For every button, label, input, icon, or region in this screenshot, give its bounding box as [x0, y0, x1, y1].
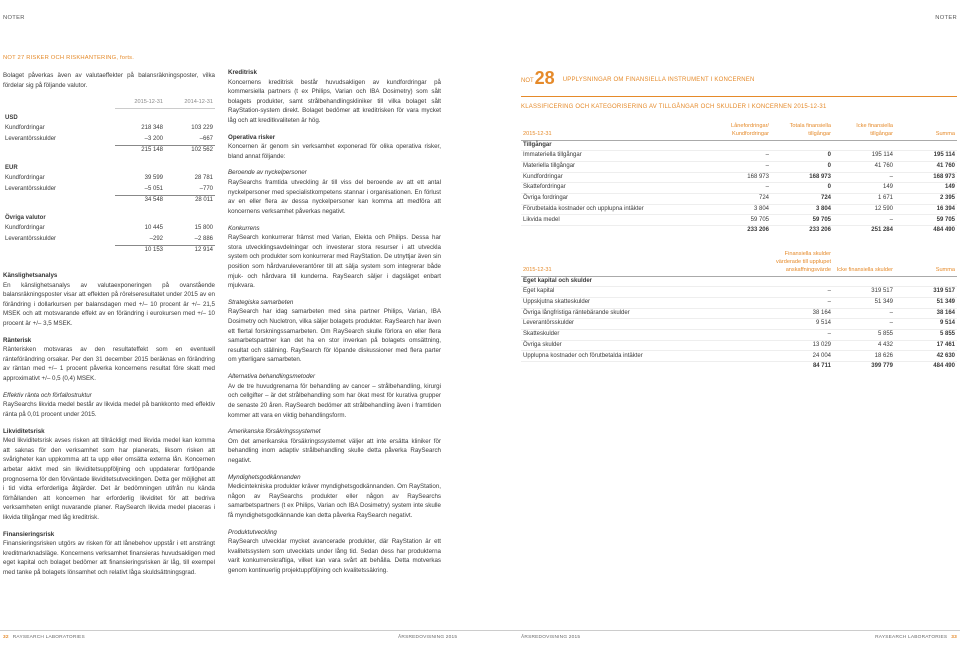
liabilities-total-c1: 84 711 — [771, 362, 833, 373]
liabilities-row-label: Övriga skulder — [521, 340, 709, 351]
fx-table-row — [3, 223, 215, 234]
liabilities-table-row — [521, 297, 957, 308]
fx-table-row — [3, 123, 215, 134]
assets-table-row — [521, 204, 957, 215]
liabilities-col-header: Finansiella skulder värderade till upplupet anskaffningsvärde — [771, 250, 833, 276]
section-heading: Känslighetsanalys — [3, 271, 58, 279]
assets-col-header: Totala finansiella tillgångar — [771, 122, 833, 140]
section-text: RaySearch konkurrerar främst med Varian, Elekta och Philips. Dessa har stora utvecklingsavdelningar och investerar stora resurser i att utveckla system och produkter som konkurrerar med RayStation. De utnyttjar även sin position som hårdvaruleverantörer till att sälja system som integrerar både mjuk- och hårdvara till kunderna. RaySearch säljer i dagsläget enbart mjukvara. — [228, 234, 441, 290]
fx-currency-label: USD — [5, 114, 18, 121]
assets-cell-c3: – — [833, 215, 895, 226]
liabilities-cell-c1: 24 004 — [771, 351, 833, 362]
assets-cell-c4: 168 973 — [895, 172, 957, 183]
assets-col-header: Summa — [895, 122, 957, 140]
assets-total-c2: 233 206 — [771, 226, 833, 237]
assets-table-row — [521, 215, 957, 226]
section-text: Om det amerikanska försäkringssystemet väljer att inte ersätta kliniker för behandling inom adaptiv strålbehandling skulle detta påverka RaySearch negativt. — [228, 437, 441, 464]
liabilities-cell-c3: 319 517 — [895, 287, 957, 298]
assets-cell-c1: 3 804 — [709, 204, 771, 215]
liabilities-cell-c2: 18 626 — [833, 351, 895, 362]
fx-year-0: 2015-12-31 — [115, 97, 165, 108]
fx-row-value-2014: 15 800 — [194, 225, 213, 232]
section-heading: Myndighetsgodkännanden — [228, 473, 301, 481]
assets-cell-c3: 1 671 — [833, 193, 895, 204]
liabilities-section-row — [521, 276, 957, 287]
liabilities-spacer-cell — [709, 297, 771, 308]
liabilities-cell-c3: 9 514 — [895, 319, 957, 330]
liabilities-table-row — [521, 329, 957, 340]
section-text: Medicintekniska produkter kräver myndighetsgodkännanden. Om RayStation, någon av RaySearchs produkter eller någon av RaySearchs samarbetspartners (t ex Philips, Varian och IBA Dosimetry) system inte skulle få myndighetsgodkännande kan detta påverka RaySearch negativt. — [228, 483, 441, 519]
liabilities-total-row — [521, 362, 957, 373]
liabilities-row-label: Leverantörsskulder — [521, 319, 709, 330]
fx-table-row — [3, 234, 215, 245]
fx-sum-blank — [3, 195, 115, 209]
fx-row-value-2014: 103 229 — [191, 124, 213, 131]
assets-date: 2015-12-31 — [521, 122, 709, 140]
fx-sum-2015: 215 148 — [115, 145, 165, 159]
assets-cell-c3: 41 760 — [833, 161, 895, 172]
assets-cell-c1: – — [709, 161, 771, 172]
assets-row-label: Materiella tillgångar — [521, 161, 709, 172]
assets-cell-c3: 12 590 — [833, 204, 895, 215]
assets-table-row — [521, 172, 957, 183]
assets-cell-c2: 724 — [771, 193, 833, 204]
liabilities-date: 2015-12-31 — [521, 250, 709, 276]
liabilities-cell-c1: 9 514 — [771, 319, 833, 330]
fx-row-value-2015: 10 445 — [144, 225, 163, 232]
fx-sum-2014: 12 914 — [165, 245, 215, 259]
assets-cell-c4: 41 760 — [895, 161, 957, 172]
fx-table-row — [3, 184, 215, 195]
liabilities-spacer-cell — [709, 340, 771, 351]
liabilities-row-label: Eget kapital — [521, 287, 709, 298]
liabilities-cell-c3: 42 630 — [895, 351, 957, 362]
liabilities-cell-c2: 5 855 — [833, 329, 895, 340]
liabilities-spacer-cell — [709, 308, 771, 319]
assets-row-label: Övriga fordringar — [521, 193, 709, 204]
fx-sum-2015: 34 548 — [115, 195, 165, 209]
section-heading: Finansieringsrisk — [3, 530, 55, 538]
section-text: Koncernens kreditrisk består huvudsakligen av kundfordringar på kommersiella partners (t ex Philips, Varian och IBA Dosimetry) som sålt bolagets produkter, samt strålbehandlingskliniker till vilka bolaget sålt RayStation-system direkt. Bolaget bedömer att kreditrisken för vara mycket låg och att kreditkvaliteten är hög. — [228, 78, 441, 125]
footer-right — [875, 634, 957, 641]
liabilities-spacer-cell — [709, 287, 771, 298]
fx-sum-2014: 28 011 — [165, 195, 215, 209]
liabilities-cell-c2: – — [833, 308, 895, 319]
fx-row-label: Kundfordringar — [5, 174, 45, 181]
assets-cell-c2: 0 — [771, 151, 833, 162]
fx-row-value-2015: –292 — [149, 235, 163, 242]
liabilities-cell-c1: – — [771, 287, 833, 298]
fx-row-label: Kundfordringar — [5, 225, 45, 232]
liabilities-cell-c1: 13 029 — [771, 340, 833, 351]
section-text: RaySearch har idag samarbeten med sina partner Philips, Varian, IBA Dosimetry och Nucletron, vilka säljer bolagets produkter. RaySearch har även ett flertal forskningssamarbeten. Om RaySearch skulle förlora en eller flera samarbetspartner kan det ha en stor inverkan på bolagets omsättning, resultat och ställning. RaySearch för löpande diskussioner med flera parter om ytterligare samarbeten. — [228, 308, 441, 364]
assets-cell-c1: 168 973 — [709, 172, 771, 183]
page-number-left: 32 — [3, 635, 9, 640]
note-label: NOT — [521, 77, 534, 84]
fx-row-value-2014: –2 886 — [194, 235, 213, 242]
fx-row-value-2015: –5 051 — [144, 185, 163, 192]
assets-total-c3: 251 284 — [833, 226, 895, 237]
liabilities-cell-c3: 51 349 — [895, 297, 957, 308]
fx-year-header-row — [3, 97, 215, 108]
fx-row-label: Leverantörsskulder — [5, 135, 57, 142]
assets-table-row — [521, 183, 957, 194]
section-text: RaySearchs likvida medel består av likvida medel på bankkonto med effektiv ränta på 0,01 procent under 2015. — [3, 401, 215, 418]
footer-left-text: RAYSEARCH LABORATORIES — [12, 635, 85, 640]
fx-currency-row — [3, 108, 215, 123]
fx-sum-row — [3, 245, 215, 259]
fx-intro: Bolaget påverkas även av valutaeffekter på balansräkningsposter, vilka fördelar sig på följande valutor. — [3, 71, 215, 89]
liabilities-row-label: Uppskjutna skatteskulder — [521, 297, 709, 308]
footer-left — [3, 634, 85, 641]
assets-cell-c4: 149 — [895, 183, 957, 194]
liabilities-row-label: Upplupna kostnader och förutbetalda intäkter — [521, 351, 709, 362]
fx-currency-label: Övriga valutor — [5, 214, 46, 221]
section-heading: Amerikanska försäkringssystemet — [228, 428, 321, 436]
assets-cell-c4: 2 395 — [895, 193, 957, 204]
footer-left2: ÅRSREDOVISNING 2015 — [398, 635, 458, 640]
assets-total-blank — [521, 226, 709, 237]
section-heading: Beroende av nyckelpersoner — [228, 169, 307, 177]
fx-table-row — [3, 173, 215, 184]
assets-cell-c2: 59 705 — [771, 215, 833, 226]
liabilities-total-spacer — [709, 362, 771, 373]
fx-row-value-2015: 39 599 — [144, 174, 163, 181]
liabilities-spacer — [709, 250, 771, 276]
liabilities-table-row — [521, 340, 957, 351]
fx-sum-row — [3, 145, 215, 159]
assets-row-label: Skattefordringar — [521, 183, 709, 194]
note-number: 28 — [534, 68, 555, 88]
assets-cell-c2: 3 804 — [771, 204, 833, 215]
liabilities-table-row — [521, 287, 957, 298]
section-heading: Kreditrisk — [228, 69, 257, 76]
classification-title: KLASSIFICERING OCH KATEGORISERING AV TILLGÅNGAR OCH SKULDER I KONCERNEN 2015-12-31 — [521, 104, 827, 110]
fx-table-row — [3, 134, 215, 145]
liabilities-cell-c2: 319 517 — [833, 287, 895, 298]
liabilities-spacer-cell — [709, 329, 771, 340]
liabilities-col-header: Icke finansiella skulder — [833, 250, 895, 276]
liabilities-table-row — [521, 308, 957, 319]
liabilities-cell-c3: 38 164 — [895, 308, 957, 319]
assets-total-c1: 233 206 — [709, 226, 771, 237]
section-heading: Likviditetsrisk — [3, 427, 45, 435]
liabilities-cell-c2: 51 349 — [833, 297, 895, 308]
assets-cell-c3: 149 — [833, 183, 895, 194]
liabilities-total-c2: 399 779 — [833, 362, 895, 373]
assets-section-label: Tillgångar — [521, 140, 957, 151]
section-heading: Effektiv ränta och förfallostruktur — [3, 391, 92, 399]
note-27-title: NOT 27 RISKER OCH RISKHANTERING, forts. — [3, 55, 135, 61]
assets-cell-c1: – — [709, 183, 771, 194]
fx-table — [3, 97, 215, 259]
assets-cell-c3: – — [833, 172, 895, 183]
liabilities-table-row — [521, 351, 957, 362]
assets-cell-c1: – — [709, 151, 771, 162]
assets-row-label: Likvida medel — [521, 215, 709, 226]
fx-header-blank — [3, 97, 115, 108]
assets-cell-c2: 0 — [771, 183, 833, 194]
col1-sections — [3, 271, 215, 578]
assets-cell-c3: 195 114 — [833, 151, 895, 162]
page-number-right: 33 — [951, 635, 957, 640]
fx-currency-row — [3, 159, 215, 173]
note-28-header — [521, 70, 957, 86]
column-left — [3, 54, 215, 585]
section-text: RaySearchs framtida utveckling är till viss del beroende av att ett antal nyckelpersoner med specialistkompetens stannar i organisationen. En förlust av en eller flera av dessa nyckelpersoner kan komma att medföra att koncernens verksamhet påverkas negativt. — [228, 179, 441, 215]
fx-currency-row — [3, 209, 215, 223]
liabilities-col-header: Summa — [895, 250, 957, 276]
liabilities-row-label: Övriga långfristiga räntebärande skulder — [521, 308, 709, 319]
liabilities-cell-c1: – — [771, 297, 833, 308]
assets-header-row — [521, 122, 957, 140]
fx-row-value-2015: –3 200 — [144, 135, 163, 142]
liabilities-section-label: Eget kapital och skulder — [521, 276, 957, 287]
fx-sum-row — [3, 195, 215, 209]
liabilities-spacer-cell — [709, 351, 771, 362]
assets-col-header: Icke finansiella tillgångar — [833, 122, 895, 140]
section-text: Med likviditetsrisk avses risken att tillräckligt med likvida medel kan komma att saknas för den verksamhet som har planerats, liksom risken att svårigheter kan uppkomma att ta upp eller omsätta externa lån. Koncernen arbetar aktivt med sin likviditetsuppföljning och uppdaterar fortlöpande prognoserna för den förväntade likviditetsutvecklingen. Detta ger möjlighet att i tid vidta erforderliga åtgärder. Det är bedömningen utifrån nu kända förhållanden att koncernen har erforderlig likviditet för att bedriva verksamheten enligt nuvarande planer. RaySearch likvida medel placeras i likvida tillgångar med låg kreditrisk. — [3, 437, 215, 521]
note-title: UPPLYSNINGAR OM FINANSIELLA INSTRUMENT I KONCERNEN — [562, 76, 755, 83]
assets-row-label: Förutbetalda kostnader och upplupna intäkter — [521, 204, 709, 215]
fx-row-value-2015: 218 348 — [141, 124, 163, 131]
section-text: Av de tre huvudgrenarna för behandling av cancer – strålbehandling, kirurgi och cellgifter – är det strålbehandling som har ökat mest för kurativa grupper de senaste 20 åren. RaySearch bedömer att strålbehandling även i framtiden kommer att vara en viktig behandlingsform. — [228, 382, 441, 419]
fx-sum-2014: 102 562 — [165, 145, 215, 159]
liabilities-cell-c1: – — [771, 329, 833, 340]
fx-row-value-2014: 28 781 — [194, 174, 213, 181]
fx-row-value-2014: –667 — [199, 135, 213, 142]
liabilities-table — [521, 250, 957, 372]
footer-right1: ÅRSREDOVISNING 2015 — [521, 635, 581, 640]
liabilities-row-label: Skatteskulder — [521, 329, 709, 340]
assets-row-label: Kundfordringar — [521, 172, 709, 183]
liabilities-header-row — [521, 250, 957, 276]
section-text: Koncernen är genom sin verksamhet exponerad för olika operativa risker, bland annat följande: — [228, 143, 441, 160]
footer-rule — [0, 630, 960, 631]
section-text: En känslighetsanalys av valutaexponeringen på ovanstående balansräkningsposter visar att effekten på rörelseresultatet under 2015 av en förändring i dollarkursen per balansdagen med +/– 10 procent är +/– 21,5 MSEK och att motsvarande effekt av en förändring i eurokursen med +/– 10 procent är +/– 3,5 MSEK. — [3, 281, 215, 328]
assets-total-c4: 484 490 — [895, 226, 957, 237]
col2-sections — [228, 68, 441, 576]
section-text: Ränterisken motsvaras av den resultateffekt som en eventuell ränteförändring orsakar. Per den 31 december 2015 beräknas en förändring av räntan med +/– 1 procent påverka koncernens resultat före skatt med approximativt +/– 0,5 (0,4) MSEK. — [3, 346, 215, 383]
assets-row-label: Immateriella tillgångar — [521, 151, 709, 162]
section-heading: Alternativa behandlingsmetoder — [228, 373, 316, 381]
assets-section-row — [521, 140, 957, 151]
assets-cell-c2: 0 — [771, 161, 833, 172]
liabilities-cell-c1: 38 164 — [771, 308, 833, 319]
liabilities-cell-c3: 17 461 — [895, 340, 957, 351]
assets-cell-c4: 16 394 — [895, 204, 957, 215]
header-right: NOTER — [935, 15, 957, 21]
assets-cell-c1: 59 705 — [709, 215, 771, 226]
footer-right-text: RAYSEARCH LABORATORIES — [875, 635, 948, 640]
fx-sum-blank — [3, 145, 115, 159]
section-text: Finansieringsrisken utgörs av risken för att lånebehov uppstår i ett ansträngt kreditmarknadsläge. Koncernens verksamhet finansieras huvudsakligen med eget kapital och bolaget bedömer att finansieringsrisken är låg, till exempel med tanke på bolagets lönsamhet och relativt låga skuldsättningsgrad. — [3, 540, 215, 577]
assets-cell-c1: 724 — [709, 193, 771, 204]
fx-currency-label: EUR — [5, 164, 18, 171]
section-heading: Produktutveckling — [228, 528, 277, 536]
assets-cell-c4: 59 705 — [895, 215, 957, 226]
header-left: NOTER — [3, 15, 25, 21]
fx-row-label: Kundfordringar — [5, 124, 45, 131]
assets-cell-c2: 168 973 — [771, 172, 833, 183]
liabilities-total-c3: 484 490 — [895, 362, 957, 373]
section-heading: Operativa risker — [228, 133, 276, 141]
column-middle — [228, 68, 441, 583]
liabilities-cell-c2: – — [833, 319, 895, 330]
fx-row-label: Leverantörsskulder — [5, 236, 57, 243]
liabilities-total-blank — [521, 362, 709, 373]
assets-total-row — [521, 226, 957, 237]
fx-sum-blank — [3, 245, 115, 259]
section-text: RaySearch utvecklar mycket avancerade produkter, där RayStation är ett kvalitetssystem som utvecklats under lång tid. Sedan dess har produkterna varit konkurrenskraftiga, vilket kan vara svårt att behålla. Detta motverkas genom kontinuerlig projektuppföljning och kvalitetssäkring. — [228, 538, 441, 575]
liabilities-cell-c3: 5 855 — [895, 329, 957, 340]
liabilities-cell-c2: 4 432 — [833, 340, 895, 351]
assets-col-header: Lånefordringar/ Kundfordringar — [709, 122, 771, 140]
assets-table-row — [521, 151, 957, 162]
note-rule — [521, 96, 957, 97]
section-heading: Konkurrens — [228, 224, 260, 232]
assets-table-row — [521, 193, 957, 204]
liabilities-table-row — [521, 319, 957, 330]
assets-cell-c4: 195 114 — [895, 151, 957, 162]
fx-sum-2015: 10 153 — [115, 245, 165, 259]
fx-row-value-2014: –770 — [199, 185, 213, 192]
fx-year-1: 2014-12-31 — [165, 97, 215, 108]
section-heading: Ränterisk — [3, 336, 32, 344]
column-right — [521, 70, 957, 386]
fx-row-label: Leverantörsskulder — [5, 185, 57, 192]
section-heading: Strategiska samarbeten — [228, 298, 294, 306]
assets-table — [521, 122, 957, 236]
liabilities-spacer-cell — [709, 319, 771, 330]
assets-table-row — [521, 161, 957, 172]
